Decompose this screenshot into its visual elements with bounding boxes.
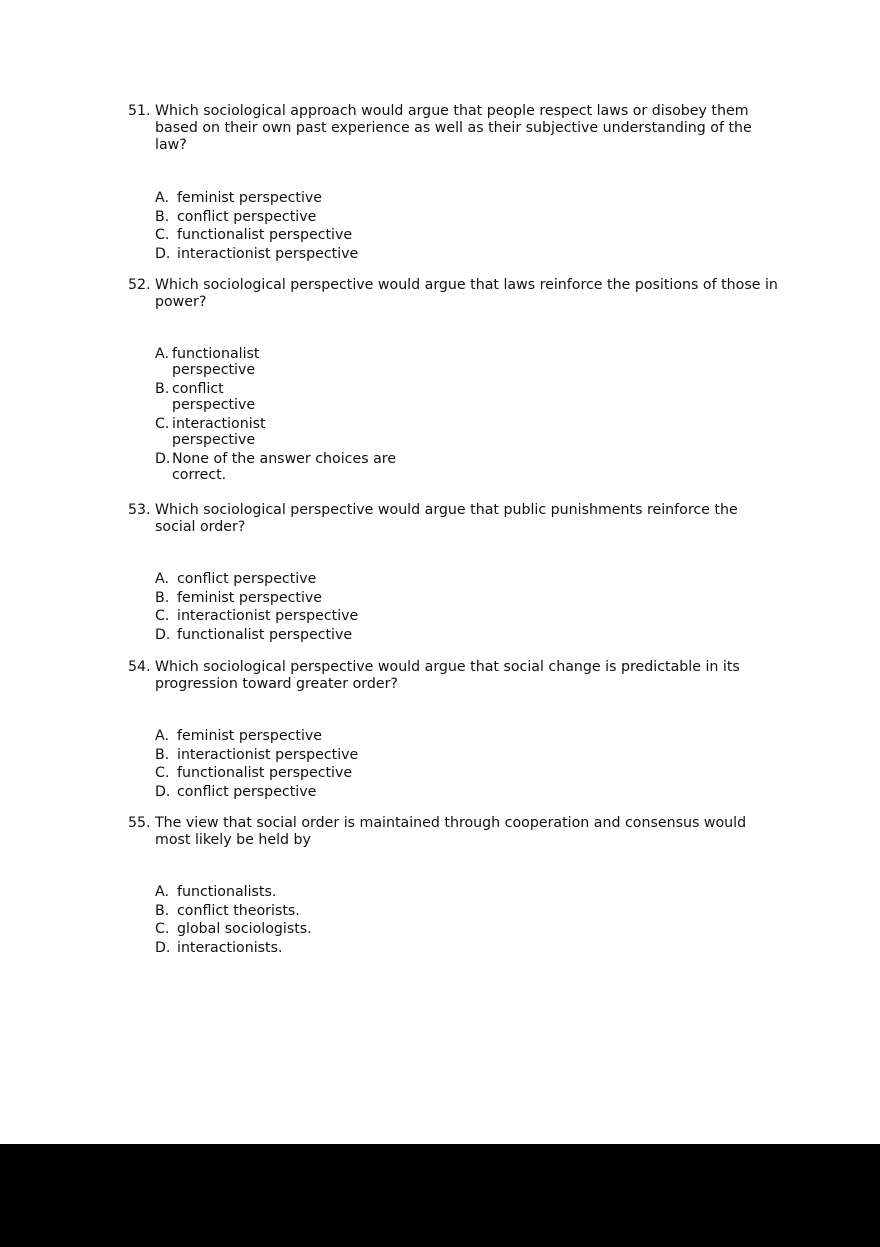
option-text: interactionists. (177, 939, 283, 956)
option-text: interactionist perspective (177, 608, 359, 625)
question-text: The view that social order is maintained through cooperation and consensus would most likely be held by (155, 815, 747, 848)
option-text: feminist perspective (177, 589, 323, 606)
question-text: Which sociological perspective would argue that social change is predictable in its progression toward greater order? (155, 659, 740, 692)
question-stem (128, 502, 778, 536)
question-stem (128, 103, 778, 154)
bottom-black-bar (0, 1144, 880, 1247)
option-letter: A. (155, 728, 169, 744)
option-letter: B. (155, 746, 170, 763)
question-stem (128, 277, 778, 311)
option-d (155, 626, 358, 645)
option-letter: D. (155, 939, 171, 956)
question-53 (128, 502, 778, 643)
option-text: functionalist perspective (172, 346, 260, 378)
option-text: conflict perspective (177, 783, 317, 800)
option-c (155, 607, 358, 626)
option-letter: B. (155, 589, 170, 606)
question-number: 52. (128, 277, 151, 293)
option-letter: B. (155, 902, 170, 919)
question-51 (128, 103, 778, 262)
answer-options (155, 727, 358, 801)
option-text: global sociologists. (177, 921, 312, 938)
question-text: Which sociological perspective would argue that public punishments reinforce the social order? (155, 502, 738, 535)
option-text: conflict perspective (177, 571, 317, 587)
question-number: 55. (128, 815, 151, 831)
option-letter: A. (155, 571, 169, 587)
option-a (155, 883, 312, 902)
option-text: conflict perspective (172, 381, 256, 413)
option-text: functionalist perspective (177, 626, 353, 643)
option-b (155, 208, 358, 227)
option-text: conflict perspective (177, 208, 317, 225)
answer-options (155, 346, 405, 486)
question-54 (128, 659, 778, 800)
option-b (155, 746, 358, 765)
option-c (155, 764, 358, 783)
option-text: functionalist perspective (177, 227, 353, 244)
option-letter: A. (155, 346, 169, 362)
question-text: Which sociological perspective would argue that laws reinforce the positions of those in power? (155, 277, 778, 310)
option-b (155, 381, 405, 413)
option-text: feminist perspective (177, 728, 323, 744)
question-number: 51. (128, 103, 151, 119)
option-text: interactionist perspective (177, 746, 359, 763)
option-text: functionalist perspective (177, 765, 353, 782)
option-a (155, 189, 358, 208)
option-d (155, 939, 312, 958)
answer-options (155, 570, 358, 644)
option-letter: C. (155, 416, 170, 432)
question-52 (128, 277, 778, 483)
option-text: functionalists. (177, 884, 277, 900)
option-letter: D. (155, 245, 171, 262)
answer-options (155, 883, 312, 957)
option-text: feminist perspective (177, 190, 323, 206)
option-text: conflict theorists. (177, 902, 300, 919)
option-a (155, 570, 358, 589)
answer-options (155, 189, 358, 263)
option-d (155, 245, 358, 264)
question-55 (128, 815, 778, 956)
option-letter: D. (155, 451, 171, 467)
option-letter: D. (155, 783, 171, 800)
question-number: 54. (128, 659, 151, 675)
option-letter: B. (155, 381, 170, 397)
option-letter: D. (155, 626, 171, 643)
option-d (155, 451, 405, 483)
option-c (155, 226, 358, 245)
option-text: interactionist perspective (172, 416, 266, 448)
option-c (155, 416, 405, 448)
option-letter: A. (155, 884, 169, 900)
question-text: Which sociological approach would argue that people respect laws or disobey them based on their own past experience as well as their subjective understanding of the law? (155, 103, 752, 153)
option-letter: C. (155, 765, 170, 782)
option-letter: A. (155, 190, 169, 206)
option-text: None of the answer choices are correct. (172, 451, 397, 483)
option-text: interactionist perspective (177, 245, 359, 262)
question-stem (128, 659, 778, 693)
option-b (155, 589, 358, 608)
option-letter: B. (155, 208, 170, 225)
option-a (155, 346, 405, 378)
option-d (155, 783, 358, 802)
option-letter: C. (155, 608, 170, 625)
option-letter: C. (155, 227, 170, 244)
option-c (155, 920, 312, 939)
question-number: 53. (128, 502, 151, 518)
question-stem (128, 815, 778, 849)
option-b (155, 902, 312, 921)
option-letter: C. (155, 921, 170, 938)
option-a (155, 727, 358, 746)
